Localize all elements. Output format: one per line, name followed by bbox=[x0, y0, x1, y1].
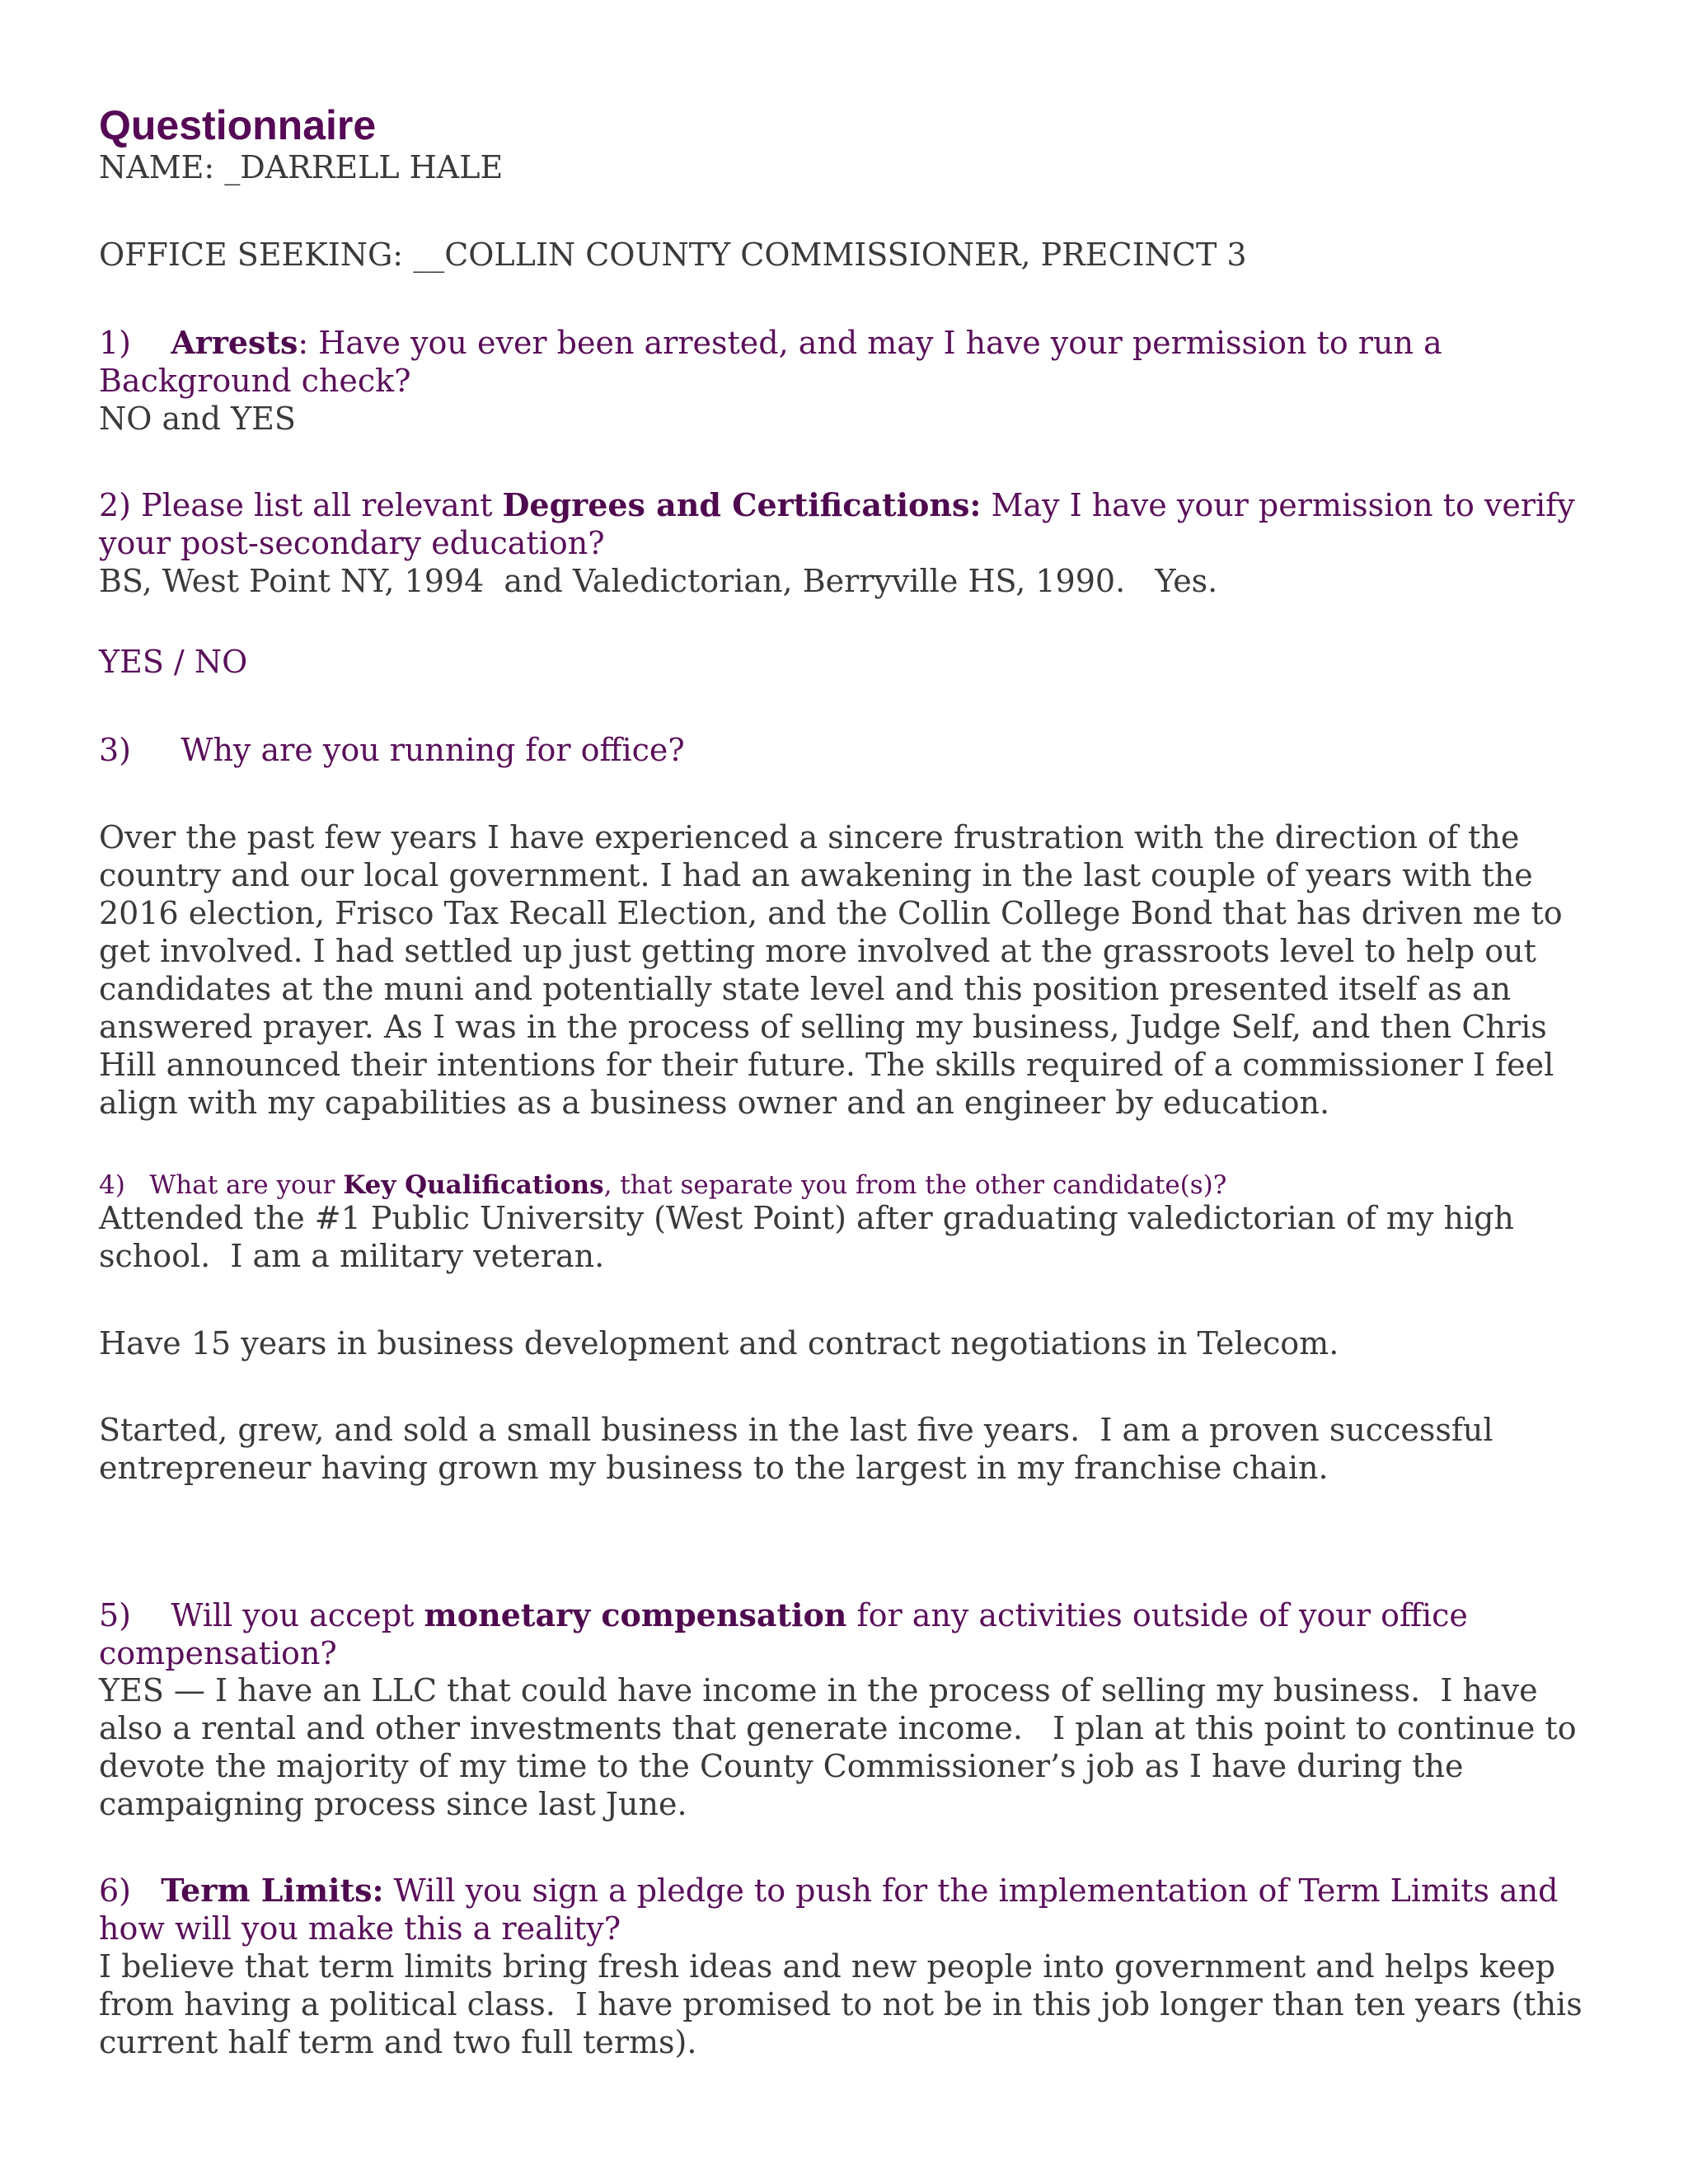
yes-no-option: YES / NO bbox=[99, 644, 248, 680]
question-1 bbox=[99, 324, 1607, 400]
question-5-text: for any activities outside of your office compensation? bbox=[99, 1597, 1479, 1671]
answer-4-entrepreneur: Started, grew, and sold a small business in the last five years. I am a proven successful entrepreneur having grown my business to the largest in my franchise chain. bbox=[99, 1412, 1503, 1486]
answer-4-business: Have 15 years in business development and contract negotiations in Telecom. bbox=[99, 1325, 1339, 1361]
question-1-topic: Arrests bbox=[171, 324, 298, 361]
answer-3: Over the past few years I have experienced a sincere frustration with the direction of the country and our local government. I had an awakening in the last couple of years with the 2016 election, Frisco Tax Recall Election, and the Collin College Bond that has driven me to get involved. I had settled up just getting more involved at the grassroots level to help out candidates at the muni and potentially state level and this position presented itself as an answered prayer. As I was in the process of selling my business, Judge Self, and then Chris Hill announced their intentions for their future. The skills required of a commissioner I feel align with my capabilities as a business owner and an engineer by education. bbox=[99, 819, 1573, 1121]
question-5 bbox=[99, 1596, 1607, 1672]
page-title: Questionnaire bbox=[99, 102, 377, 148]
question-4-text: , that separate you from the other candidate(s)? bbox=[603, 1170, 1227, 1200]
question-1-number: 1) bbox=[99, 325, 171, 361]
answer-2: BS, West Point NY, 1994 and Valedictorian, Berryville HS, 1990. Yes. bbox=[99, 563, 1218, 599]
answer-5: YES — I have an LLC that could have income in the process of selling my business. I have also a rental and other investments that generate income. I plan at this point to continue to devote the majority of my time to the County Commissioner’s job as I have during the campaigning process since last June. bbox=[99, 1672, 1587, 1822]
office-seeking: OFFICE SEEKING: __COLLIN COUNTY COMMISSIONER, PRECINCT 3 bbox=[99, 237, 1247, 273]
question-2-topic: Degrees and Certifications: bbox=[502, 486, 982, 523]
question-5-number: 5) Will you accept bbox=[99, 1597, 424, 1633]
question-2 bbox=[99, 486, 1607, 562]
question-5-topic: monetary compensation bbox=[424, 1596, 847, 1633]
question-2-text: May I have your permission to verify your post-secondary education? bbox=[99, 487, 1585, 561]
question-3: 3) Why are you running for office? bbox=[99, 732, 685, 768]
question-6-text: Will you sign a pledge to push for the implementation of Term Limits and how will you make this a reality? bbox=[99, 1872, 1568, 1947]
question-6 bbox=[99, 1872, 1607, 1947]
question-1-text: : Have you ever been arrested, and may I have your permission to run a Background check? bbox=[99, 325, 1452, 399]
answer-1: NO and YES bbox=[99, 401, 296, 437]
candidate-name: NAME: _DARRELL HALE bbox=[99, 149, 504, 185]
question-6-number: 6) bbox=[99, 1872, 162, 1909]
question-2-number: 2) Please list all relevant bbox=[99, 487, 503, 523]
question-6-topic: Term Limits: bbox=[161, 1872, 384, 1909]
question-4 bbox=[99, 1169, 1607, 1202]
answer-4-education: Attended the #1 Public University (West Point) after graduating valedictorian of my high school. I am a military veteran. bbox=[99, 1200, 1524, 1274]
question-4-number: 4) What are your bbox=[99, 1170, 344, 1200]
question-4-topic: Key Qualifications bbox=[343, 1170, 604, 1200]
answer-6: I believe that term limits bring fresh ideas and new people into government and helps keep from having a political class. I have promised to not be in this job longer than ten years (this current half term and two full terms). bbox=[99, 1948, 1592, 2060]
